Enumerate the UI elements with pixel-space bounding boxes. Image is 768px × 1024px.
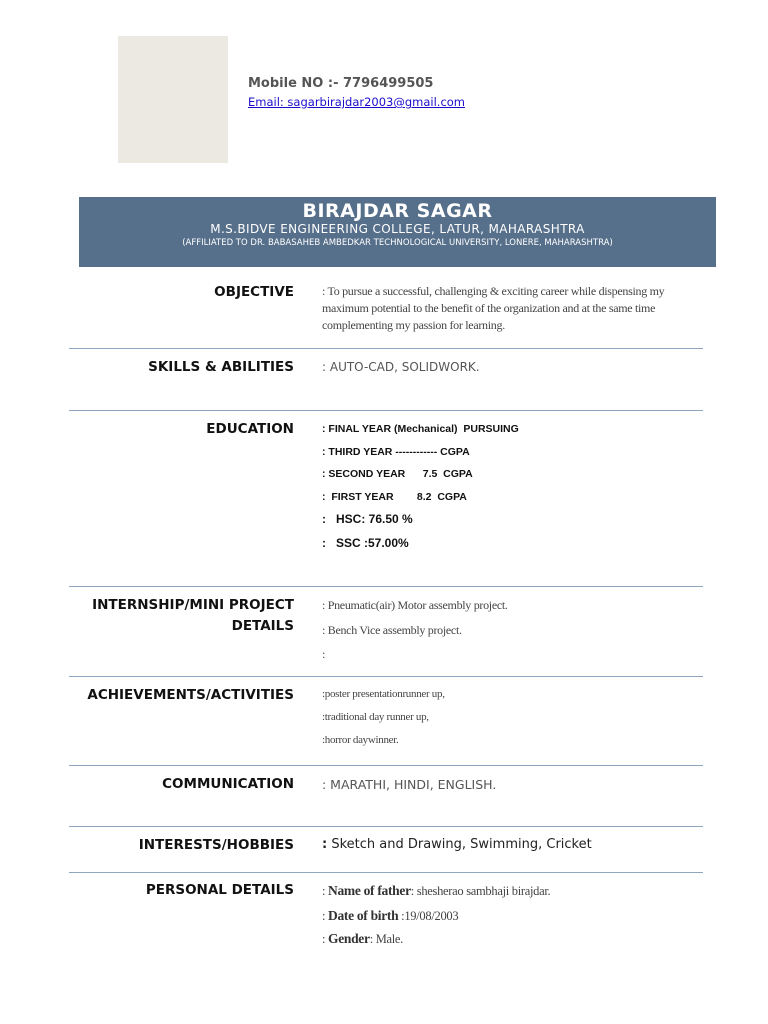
communication-text: : MARATHI, HINDI, ENGLISH. [322,777,497,792]
education-list [322,421,702,559]
college-affiliation: (AFFILIATED TO DR. BABASAHEB AMBEDKAR TECHNOLOGICAL UNIVERSITY, LONERE, MAHARASHTRA) [182,238,613,248]
email-link[interactable]: Email: sagarbirajdar2003@gmail.com [248,95,466,109]
education-item: : THIRD YEAR ------------ CGPA [322,445,470,458]
education-item: : HSC: 76.50 % [322,512,413,526]
interests-text: : Sketch and Drawing, Swimming, Cricket [322,837,592,852]
internship-heading: INTERNSHIP/MINI PROJECT DETAILS [92,597,294,634]
personal-heading: PERSONAL DETAILS [145,882,294,898]
objective-text: : To pursue a successful, challenging & exciting career while dispensing my maximum potential to the benefit of the organization and at the same time complementing my passion for learning. [322,284,665,332]
achievements-heading: ACHIEVEMENTS/ACTIVITIES [87,687,294,703]
skills-text: : AUTO-CAD, SOLIDWORK. [322,360,480,374]
father-name-row: : Name of father: shesherao sambhaji birajdar. [322,883,551,898]
list-item: : [322,647,326,661]
objective-heading: OBJECTIVE [214,284,294,300]
achievements-list [322,686,702,755]
section-divider [69,410,703,411]
section-divider [69,826,703,827]
section-divider [69,765,703,766]
education-item: : SECOND YEAR 7.5 CGPA [322,468,473,480]
list-item: :horror daywinner. [322,734,399,746]
dob-row: : Date of birth :19/08/2003 [322,907,459,923]
internship-list [322,597,702,671]
list-item: :traditional day runner up, [322,711,429,723]
section-divider [69,872,703,873]
mobile-number: Mobile NO :- 7796499505 [248,76,434,91]
section-divider [69,348,703,349]
candidate-name: BIRAJDAR SAGAR [302,200,493,222]
skills-heading: SKILLS & ABILITIES [148,359,294,375]
list-item: :poster presentationrunner up, [322,688,445,700]
contact-block [248,76,465,109]
list-item: : Bench Vice assembly project. [322,622,462,637]
college-name: M.S.BIDVE ENGINEERING COLLEGE, LATUR, MAHARASHTRA [210,222,585,236]
interests-heading: INTERESTS/HOBBIES [138,837,294,853]
list-item: : Pneumatic(air) Motor assembly project. [322,598,508,612]
name-banner [79,197,716,267]
gender-row: : Gender: Male. [322,930,404,946]
personal-details [322,882,702,948]
communication-heading: COMMUNICATION [162,776,294,792]
section-divider [69,676,703,677]
education-item: : FIRST YEAR 8.2 CGPA [322,490,467,503]
education-heading: EDUCATION [206,421,294,437]
education-item: : FINAL YEAR (Mechanical) PURSUING [322,423,519,435]
section-divider [69,586,703,587]
education-item: : SSC :57.00% [322,536,409,550]
profile-photo-placeholder [118,36,228,163]
